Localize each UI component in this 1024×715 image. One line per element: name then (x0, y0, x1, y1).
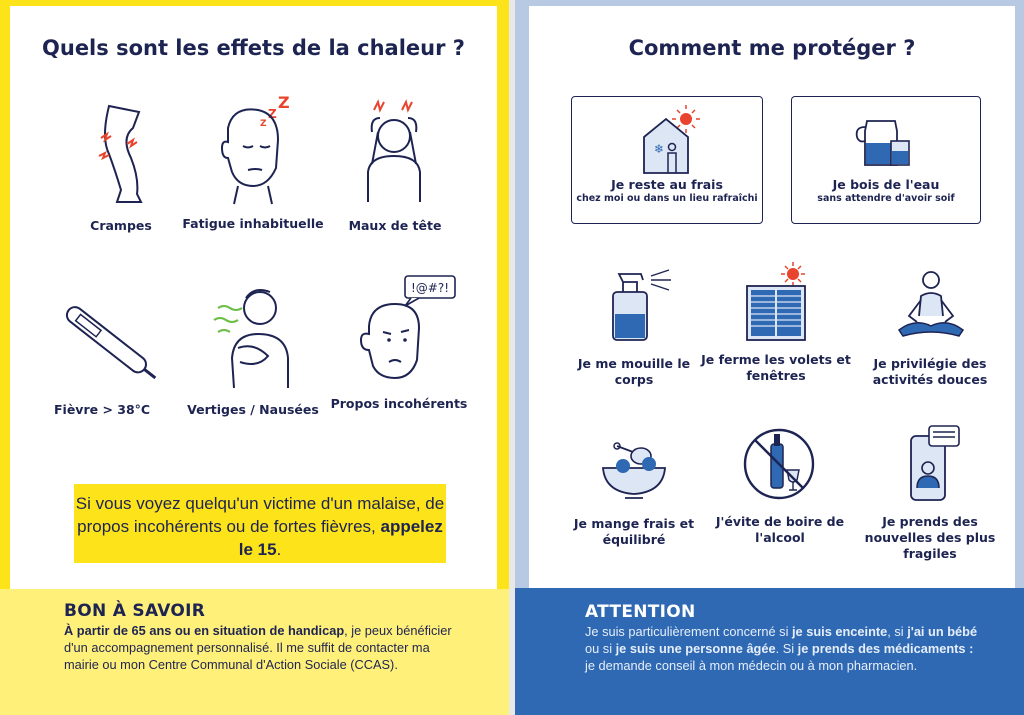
effect-label: Vertiges / Nausées (187, 402, 319, 417)
confused-speech-icon (339, 270, 459, 394)
attention-b4: je prends des médicaments : (797, 641, 974, 656)
sleepy-face-icon (198, 88, 308, 208)
tip-volets (701, 260, 851, 384)
bon-a-savoir-bold: À partir de 65 ans ou en situation de handicap (64, 623, 345, 638)
callout-emphasis: appelez le 15 (238, 517, 443, 559)
attention-section (515, 588, 1024, 715)
attention-t1: Je suis particulièrement concerné si (585, 624, 792, 639)
dizzy-person-icon (198, 278, 308, 394)
svg-text:❄: ❄ (654, 142, 665, 156)
attention-b3: je suis une personne âgée (615, 641, 776, 656)
tip-box-label: Je bois de l'eau (832, 177, 940, 192)
headache-icon (340, 92, 450, 208)
tip-label: Je ferme les volets et fenêtres (701, 352, 851, 383)
effect-vertiges (178, 278, 328, 418)
bon-a-savoir-text (64, 622, 454, 673)
shutters-icon (731, 260, 821, 344)
speech-bubble-text: !@#?! (410, 281, 450, 295)
right-panel (515, 0, 1024, 715)
effect-fatigue (178, 88, 328, 232)
tip-box-sub: sans attendre d'avoir soif (817, 193, 955, 204)
effects-title: Quels sont les effets de la chaleur ? (42, 36, 465, 60)
effect-label: Maux de tête (348, 218, 442, 233)
tip-label: Je privilégie des activités douces (872, 356, 988, 387)
tip-mouille (559, 264, 709, 388)
tip-activites (855, 264, 1005, 388)
tip-manger (559, 426, 709, 548)
tip-box-label: Je reste au frais (611, 177, 723, 192)
tip-box-sub: chez moi ou dans un lieu rafraîchi (576, 193, 758, 204)
attention-t5: je demande conseil à mon médecin ou à mon pharmacien. (585, 658, 918, 673)
effect-fievre (34, 298, 184, 418)
bon-a-savoir-title: BON À SAVOIR (64, 601, 206, 621)
effect-label: Fièvre > 38°C (54, 402, 151, 417)
call-15-callout (74, 484, 446, 563)
no-alcohol-icon (735, 424, 825, 506)
effect-crampes (46, 98, 196, 234)
food-bowl-icon (589, 426, 679, 506)
effect-label: Crampes (90, 218, 152, 233)
tip-alcool (705, 424, 855, 546)
cool-house-icon (632, 101, 702, 175)
tip-box-frais (571, 96, 763, 224)
thermometer-icon (49, 298, 169, 388)
attention-t4: . Si (775, 641, 798, 656)
svg-text:Z: Z (260, 119, 267, 129)
attention-text (585, 623, 985, 674)
callout-end: . (276, 540, 282, 559)
phone-call-icon (885, 422, 975, 504)
tip-label: Je mange frais et équilibré (573, 516, 695, 547)
attention-b1: je suis enceinte (791, 624, 888, 639)
bon-a-savoir-body: , je peux bénéficier d'un accompagnement personnalisé. Il me suffit de contacter ma mairie ou mon Centre Communal d'Action Sociale (CCAS). (64, 623, 452, 672)
tip-label: Je me mouille le corps (577, 356, 691, 387)
bon-a-savoir-section (0, 589, 512, 715)
water-jug-icon (851, 101, 921, 175)
effects-section (10, 6, 497, 589)
effect-propos (324, 270, 474, 412)
tip-label: J'évite de boire de l'alcool (715, 514, 845, 545)
svg-text:Z: Z (278, 93, 290, 112)
effect-label: Propos incohérents (330, 396, 468, 411)
attention-title: ATTENTION (585, 602, 696, 622)
effect-label: Fatigue inhabituelle (182, 216, 324, 231)
protection-section (529, 6, 1015, 588)
meditation-icon (885, 264, 975, 344)
attention-b2: j'ai un bébé (907, 624, 978, 639)
tip-nouvelles (855, 422, 1005, 562)
callout-text: Si vous voyez quelqu'un victime d'un malaise, de propos incohérents ou de fortes fièvres, (75, 494, 445, 536)
spray-bottle-icon (589, 264, 679, 344)
attention-t2: , si (887, 624, 908, 639)
attention-t3: ou si (585, 641, 616, 656)
svg-text:Z: Z (268, 107, 277, 121)
tip-label: Je prends des nouvelles des plus fragiles (864, 514, 996, 561)
tip-box-eau (791, 96, 981, 224)
effect-maux-tete (320, 92, 470, 234)
leg-cramp-icon (81, 98, 161, 208)
protection-title: Comment me protéger ? (628, 36, 916, 60)
